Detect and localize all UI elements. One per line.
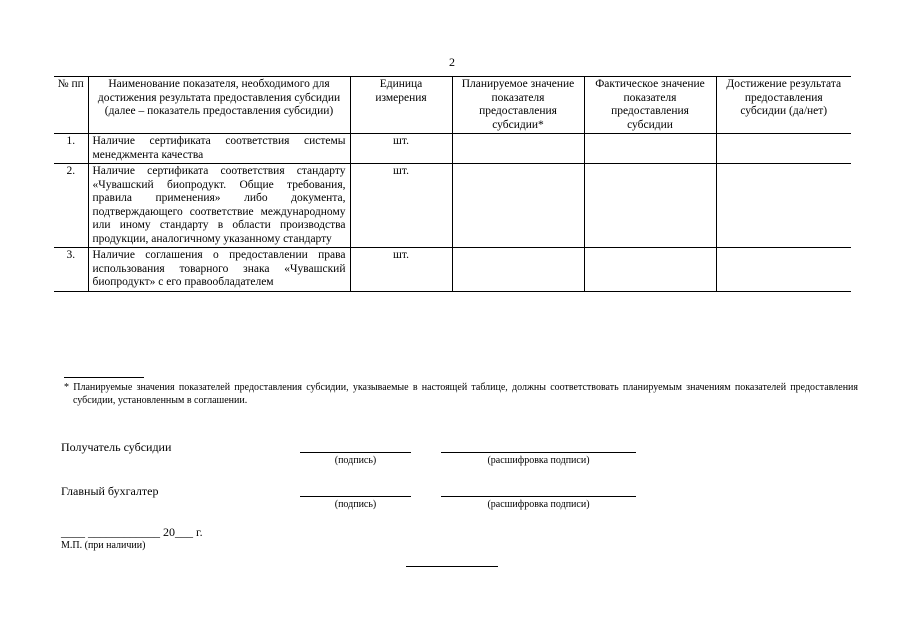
accountant-signature-caption: (подпись) [334,499,377,510]
recipient-label: Получатель субсидии [61,440,172,454]
row-number: 2. [54,164,88,248]
row-actual-value [584,248,716,292]
row-achievement [716,164,851,248]
table-row [54,164,851,248]
row-achievement [716,134,851,164]
row-unit: шт. [350,134,452,164]
table-row [54,248,851,292]
row-unit: шт. [350,248,452,292]
table-header-row [54,77,851,134]
indicators-table [54,76,851,292]
header-achievement: Достижение результата предоставления субсидии (да/нет) [716,77,851,134]
table-row [54,134,851,164]
page-number: 2 [449,55,455,69]
row-planned-value [452,164,584,248]
accountant-label: Главный бухгалтер [61,484,159,498]
recipient-signature-caption: (подпись) [334,455,377,466]
header-number: № пп [54,77,88,134]
stamp-note: М.П. (при наличии) [61,540,146,551]
recipient-decoding-caption: (расшифровка подписи) [487,455,590,466]
header-actual-value: Фактическое значение показателя предоставления субсидии [584,77,716,134]
recipient-decoding-line [441,452,636,453]
row-unit: шт. [350,164,452,248]
footnote: * Планируемые значения показателей предоставления субсидии, указываемые в настоящей таблице, должны соответствовать планируемым значениям показателей предоставления субсидии, установленным в соглашении. [64,382,858,406]
recipient-signature-line [300,452,411,453]
accountant-decoding-line [441,496,636,497]
header-planned-value: Планируемое значение показателя предоставления субсидии* [452,77,584,134]
accountant-decoding-caption: (расшифровка подписи) [487,499,590,510]
row-planned-value [452,134,584,164]
row-indicator-name: Наличие соглашения о предоставлении права использования товарного знака «Чувашский биопродукт» с его правообладателем [88,248,350,292]
date-line: ____ ____________ 20___ г. [61,525,203,539]
header-unit: Единица измерения [350,77,452,134]
header-indicator-name: Наименование показателя, необходимого для достижения результата предоставления субсидии (далее – показатель предоставления субсидии) [88,77,350,134]
row-indicator-name: Наличие сертификата соответствия стандарту «Чувашский биопродукт. Общие требования, правила применения» либо документа, подтверждающего соответствие международному или иному стандарту в области производства продукции, аналогичному указанному стандарту [88,164,350,248]
row-planned-value [452,248,584,292]
row-achievement [716,248,851,292]
row-actual-value [584,164,716,248]
row-number: 1. [54,134,88,164]
row-actual-value [584,134,716,164]
end-divider [406,566,498,567]
accountant-signature-line [300,496,411,497]
row-number: 3. [54,248,88,292]
footnote-divider [64,377,144,378]
row-indicator-name: Наличие сертификата соответствия системы менеджмента качества [88,134,350,164]
